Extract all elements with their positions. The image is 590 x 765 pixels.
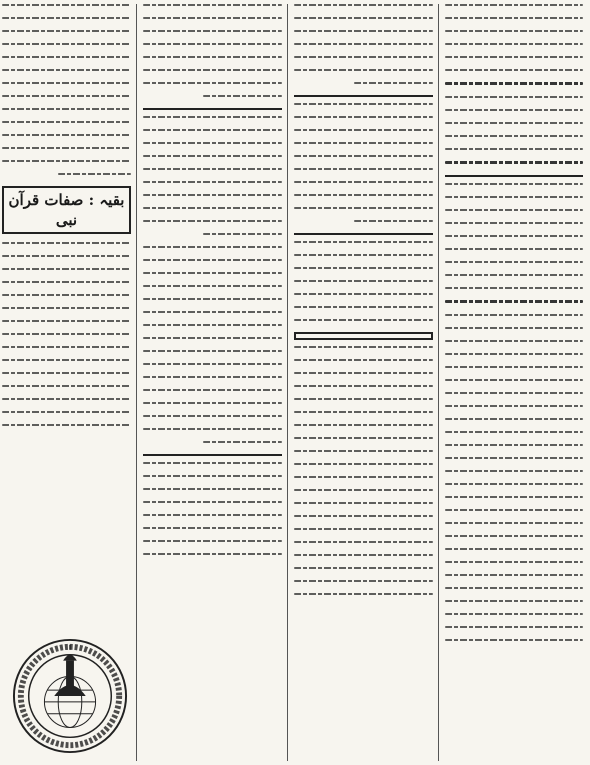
section-heading [294,95,433,97]
section-heading [143,454,282,456]
column-1 [443,4,585,761]
column-3 [141,4,284,761]
emblem-seal-icon [11,637,129,755]
section-heading [294,332,433,340]
column-divider [438,4,439,761]
section-heading [143,108,282,110]
column-2 [292,4,435,761]
section-heading [445,175,583,177]
column-divider [287,4,288,761]
newspaper-page [5,4,585,761]
column-divider [136,4,137,761]
section-heading-box: بقیہ : صفات قرآن نبی [2,186,131,234]
section-heading [294,233,433,235]
